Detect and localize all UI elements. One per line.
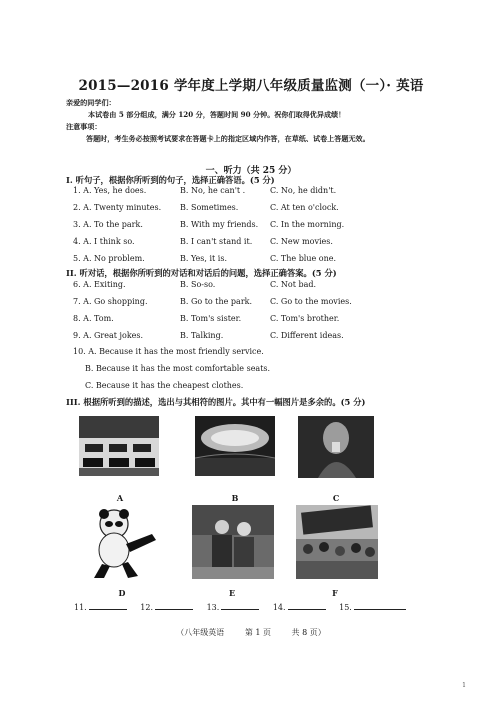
question-row [73, 314, 443, 326]
q10-option-a: 10. A. Because it has the most friendly service. [73, 347, 264, 356]
picture-label: C [332, 493, 340, 503]
q10-option-c: C. Because it has the cheapest clothes. [85, 381, 244, 390]
option-b: B. Yes, it is. [180, 254, 227, 263]
answer-blank[interactable]: 12. [140, 603, 193, 612]
option-a: 3. A. To the park. [73, 220, 143, 229]
section-title: 一、听力（共 25 分） [205, 166, 297, 176]
part1-heading: I. 听句子，根据你所听到的句子，选择正确答语。(5 分) [66, 175, 275, 185]
page-footer [0, 627, 502, 638]
question-row [73, 331, 443, 343]
option-c: C. New movies. [270, 237, 333, 246]
question-row [73, 254, 443, 266]
option-c: C. In the morning. [270, 220, 345, 229]
intro-text: 本试卷由 5 部分组成，满分 120 分，答题时间 90 分钟。祝你们取得优异成绩！ [88, 110, 346, 119]
option-a: 8. A. Tom. [73, 314, 114, 323]
greeting: 亲爱的同学们： [66, 98, 116, 107]
option-b: B. No, he can't . [180, 186, 246, 195]
option-a: 4. A. I think so. [73, 237, 135, 246]
option-b: B. I can't stand it. [180, 237, 253, 246]
part2-heading: II. 听对话，根据你所听到的对话和对话后的问题，选择正确答案。(5 分) [66, 268, 337, 278]
answer-blank[interactable]: 14. [273, 603, 326, 612]
page-number: 1 [462, 682, 466, 689]
question-row [73, 220, 443, 232]
option-c: C. At ten o'clock. [270, 203, 339, 212]
answer-blank[interactable]: 15. [339, 603, 406, 612]
crowd-banner-photo [296, 505, 378, 579]
exam-title: 2015—2016 学年度上学期八年级质量监测（一）· 英语 [78, 78, 424, 94]
picture-label: B [231, 493, 239, 503]
picture-label: E [228, 588, 236, 598]
singer-photo [298, 416, 374, 478]
option-a: 5. A. No problem. [73, 254, 145, 263]
kungfu-panda-photo [80, 504, 166, 580]
picture-label: F [332, 588, 338, 598]
option-b: B. Go to the park. [180, 297, 253, 306]
option-a: 6. A. Exiting. [73, 280, 126, 289]
picture-label: D [118, 588, 126, 598]
option-b: B. Sometimes. [180, 203, 239, 212]
option-a: 7. A. Go shopping. [73, 297, 148, 306]
question-row [73, 297, 443, 309]
picture-label: A [116, 493, 124, 503]
option-a: 9. A. Great jokes. [73, 331, 144, 340]
option-c: C. Go to the movies. [270, 297, 352, 306]
option-a: 2. A. Twenty minutes. [73, 203, 162, 212]
footer-subject: （八年级英语 [176, 628, 225, 637]
two-people-photo [192, 505, 274, 579]
option-b: B. Talking. [180, 331, 224, 340]
option-a: 1. A. Yes, he does. [73, 186, 147, 195]
question-row [73, 280, 443, 292]
question-row [73, 186, 443, 198]
notice-label: 注意事项： [66, 122, 102, 131]
option-c: C. Different ideas. [270, 331, 344, 340]
option-c: C. Not bad. [270, 280, 317, 289]
answer-blank[interactable]: 13. [207, 603, 260, 612]
question-row [73, 203, 443, 215]
footer-total: 共 8 页） [291, 628, 326, 637]
option-c: C. No, he didn't. [270, 186, 337, 195]
part3-heading: III. 根据所听到的描述，选出与其相符的图片。其中有一幅图片是多余的。(5 分) [66, 397, 366, 407]
option-c: C. The blue one. [270, 254, 337, 263]
question-row [73, 237, 443, 249]
q10-option-b: B. Because it has the most comfortable seats. [85, 364, 271, 373]
option-c: C. Tom's brother. [270, 314, 340, 323]
option-b: B. So-so. [180, 280, 216, 289]
theater-photo [195, 416, 275, 476]
answer-blanks [74, 603, 417, 612]
option-b: B. Tom's sister. [180, 314, 242, 323]
classroom-photo [79, 416, 159, 476]
answer-blank[interactable]: 11. [74, 603, 127, 612]
option-b: B. With my friends. [180, 220, 259, 229]
notice-text: 答题时，考生务必按照考试要求在答题卡上的指定区域内作答，在草纸、试卷上答题无效。 [86, 134, 370, 143]
footer-page: 第 1 页 [244, 628, 271, 637]
